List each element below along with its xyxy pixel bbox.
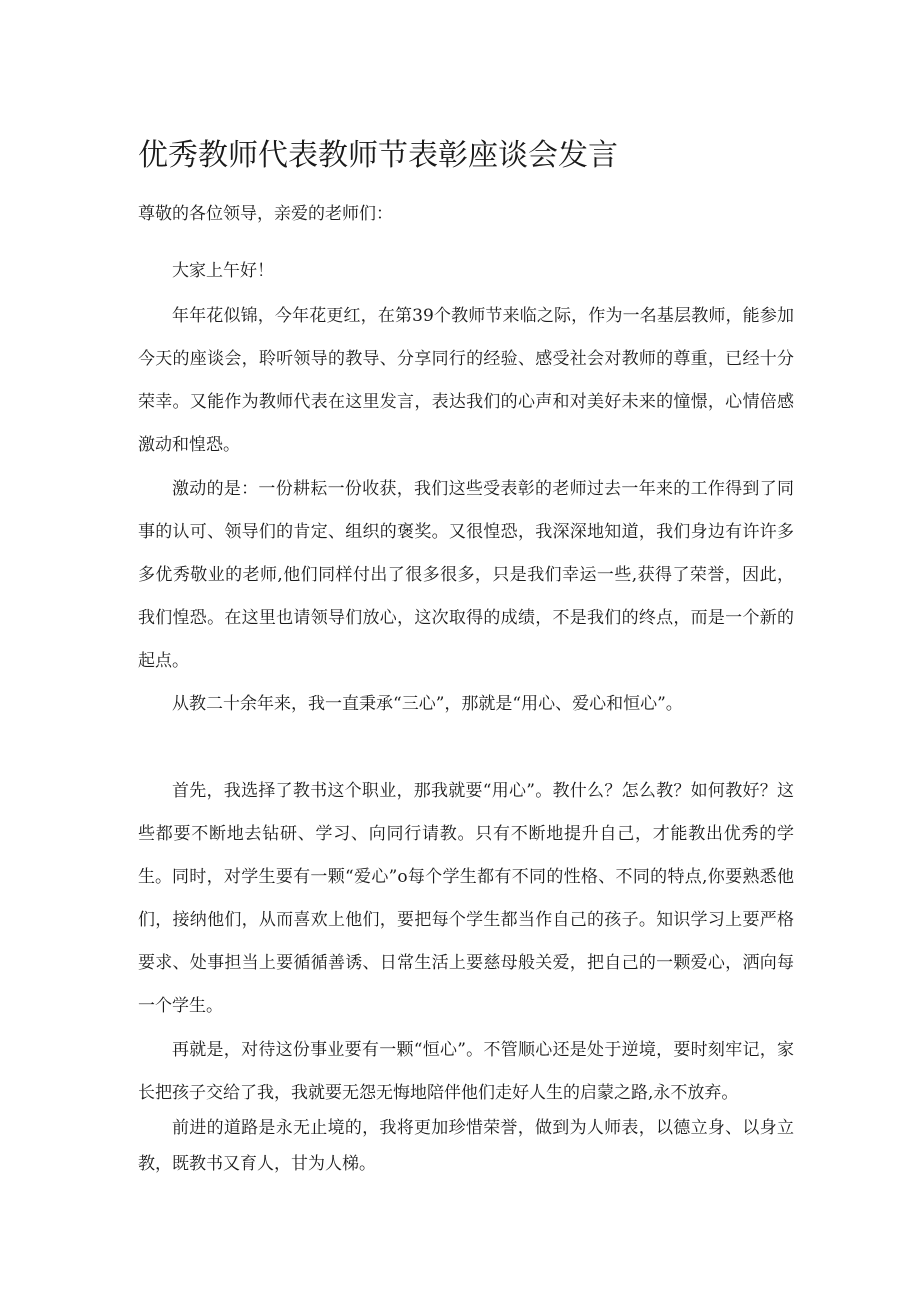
paragraph-three-hearts: 从教二十余年来，我一直秉承“三心”，那就是“用心、爱心和恒心”。 [172,694,683,714]
paragraph-diligence: 首先，我选择了教书这个职业，那我就要“用心”。教什么？怎么教？如何教好？这些都要不断地去钻研、学习、向同行请教。只有不断地提升自己，才能教出优秀的学生。 [138,781,794,887]
document-title: 优秀教师代表教师节表彰座谈会发言 [138,138,618,173]
paragraph-love: 同时，对学生要有一颗“爱心”o每个学生都有不同的性格、不同的特点,你要熟悉他们，接纳他们，从而喜欢上他们，要把每个学生都当作自己的孩子。知识学习上要严格要求、处事担当上要循循善诱、日常生活上要慈母般关爱，把自己的一颗爱心，洒向每一个学生。 [138,867,794,1016]
salutation: 尊敬的各位领导，亲爱的老师们： [138,204,393,224]
paragraph-perseverance: 再就是，对待这份事业要有一颗“恒心”。不管顺心还是处于逆境，要时刻牢记，家长把孩子交给了我，我就要无怨无悔地陪伴他们走好人生的启蒙之路,永不放弃。 [138,1040,794,1103]
paragraph-opening: 年年花似锦，今年花更红，在第39个教师节来临之际，作为一名基层教师，能参加今天的座谈会，聆听领导的教导、分享同行的经验、感受社会对教师的尊重，已经十分荣幸。又能作为教师代表在这里发言，表达我们的心声和对美好未来的憧憬，心情倍感激动和惶恐。 [138,306,794,455]
paragraph-closing: 前进的道路是永无止境的，我将更加珍惜荣誉，做到为人师表，以德立身、以身立教，既教书又育人，甘为人梯。 [138,1118,794,1174]
paragraph-greeting: 大家上午好！ [172,261,274,281]
paragraph-excitement: 激动的是：一份耕耘一份收获，我们这些受表彰的老师过去一年来的工作得到了同事的认可、领导们的肯定、组织的褒奖。又很惶恐，我深深地知道，我们身边有许许多多优秀敬业的老师,他们同样付出了很多很多，只是我们幸运一些,获得了荣誉，因此，我们惶恐。在这里也请领导们放心，这次取得的成绩，不是我们的终点，而是一个新的起点。 [138,479,794,671]
